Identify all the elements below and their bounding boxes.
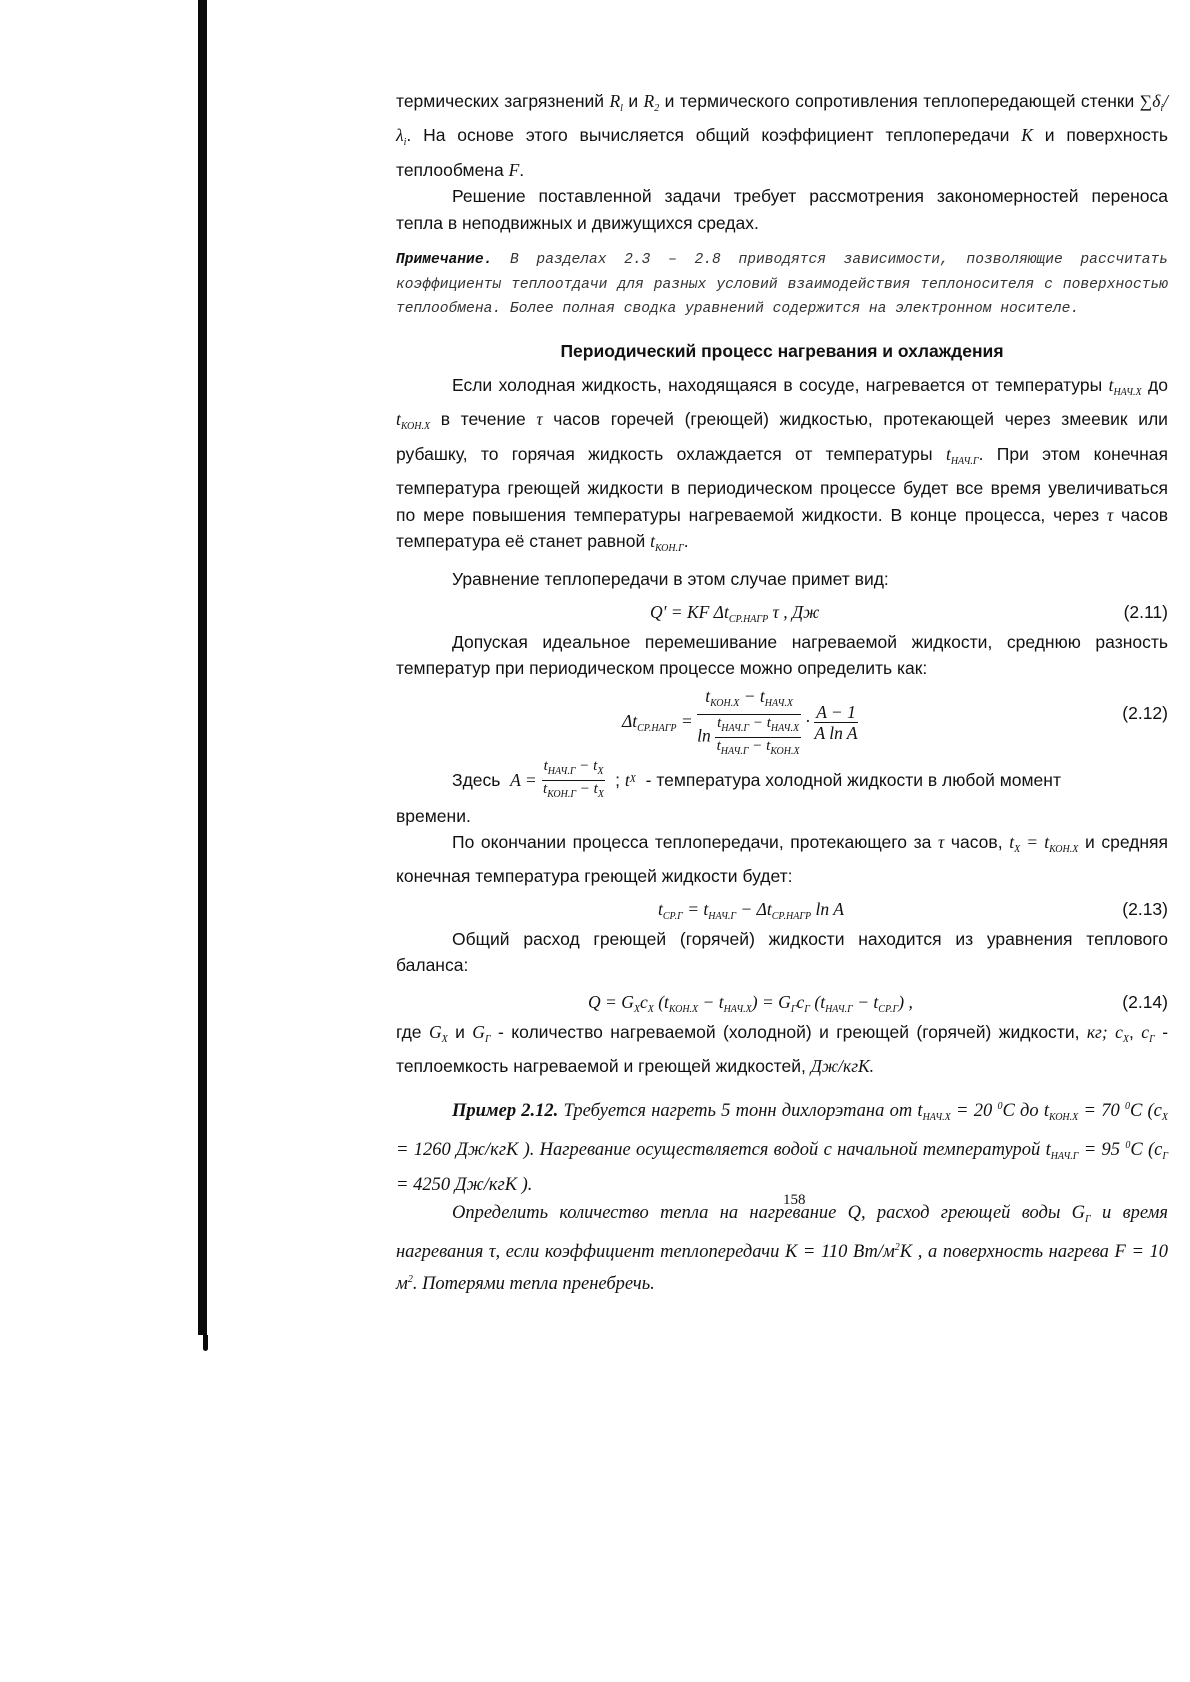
text: до — [1148, 374, 1168, 395]
text: и — [455, 1021, 465, 1042]
math-f: F — [508, 159, 520, 180]
math: ) = G — [751, 991, 791, 1012]
math: ) , — [898, 991, 913, 1012]
math: t — [658, 898, 663, 919]
binding-edge — [198, 0, 207, 1335]
math-sub: l — [620, 103, 623, 114]
equation-2-12 — [396, 685, 1168, 757]
math: t — [1045, 1140, 1051, 1161]
math-sub: КОН.Х — [400, 421, 431, 433]
math: t — [1009, 832, 1015, 852]
math-sub: Г — [1162, 1151, 1169, 1163]
math: = 70 — [1078, 1101, 1125, 1122]
paragraph-5: Допуская идеальное перемешивание нагреваемой жидкости, среднюю разность температур при периодическом процессе можно определить как: — [396, 631, 1168, 679]
math: − — [749, 714, 767, 731]
page-content — [396, 88, 1168, 1298]
math-sub: КОН.Г — [654, 542, 684, 554]
text: где — [396, 1021, 422, 1042]
math-sub: 2 — [654, 103, 660, 114]
text: - теплоемкость нагреваемой и греющей жидкостей, — [396, 1021, 1169, 1077]
math: K , — [899, 1242, 923, 1263]
math-sub: КОН.Х — [1049, 1112, 1079, 1124]
paragraph-8 — [396, 1019, 1168, 1080]
fraction-denominator: $t_{КОН.Г} - t_Х$ — [543, 780, 604, 800]
time-word: времени. — [396, 805, 471, 826]
text: часов, — [950, 832, 1003, 852]
math: (t — [814, 991, 826, 1012]
paragraph-1 — [396, 88, 1168, 183]
math: = t — [682, 898, 709, 919]
math-sub: НАЧ.Г — [1050, 1151, 1079, 1163]
fraction-numerator — [697, 686, 801, 715]
math-r2: R — [643, 91, 655, 111]
note-label: Примечание. — [396, 252, 493, 269]
text: - количество нагреваемой (холодной) и греющей (горячей) жидкости, — [498, 1021, 1080, 1042]
math: t — [705, 685, 711, 706]
fraction-denominator — [697, 715, 801, 760]
text: . Потерями тепла пренебречь. — [412, 1274, 655, 1295]
math: c — [1115, 1021, 1123, 1042]
math: (c — [1147, 1101, 1162, 1122]
math: t — [766, 737, 771, 754]
here-line — [396, 758, 1168, 803]
fraction-numerator: $t_{НАЧ.Г} - t_Х$ — [542, 758, 606, 781]
math: G — [428, 1021, 442, 1042]
section-heading: Периодический процесс нагревания и охлаждения — [560, 340, 1004, 361]
text: ; — [615, 769, 621, 790]
paragraph-7: Общий расход греющей (горячей) жидкости находится из уравнения теплового баланса: — [396, 928, 1168, 976]
text: , если коэффициент теплопередачи — [495, 1242, 780, 1263]
math-sub: НАЧ.Х — [764, 697, 793, 709]
math: c — [796, 991, 805, 1012]
example-label: Пример 2.12. — [452, 1101, 559, 1122]
paragraph-6 — [396, 829, 1168, 890]
equation-body — [650, 599, 819, 633]
math: ln A — [811, 898, 844, 919]
math: F = 10 м — [396, 1242, 1169, 1295]
fraction-a — [542, 758, 606, 803]
math: c — [639, 991, 648, 1012]
text: часов температура её станет равной — [396, 504, 1168, 551]
math: Q = G — [588, 991, 634, 1012]
math-sub: КОН.Х — [710, 697, 740, 709]
math-tau: τ — [536, 409, 543, 430]
math: − Δt — [736, 898, 772, 919]
math-sum: ∑δ — [1139, 91, 1161, 111]
text: . На основе этого вычисляется общий коэффициент теплопередачи — [406, 125, 1010, 146]
paragraph-4: Уравнение теплопередачи в этом случае примет вид: — [452, 569, 889, 590]
math-sub: Х — [629, 773, 636, 785]
equation-number: (2.14) — [1122, 991, 1168, 1012]
math: t — [917, 1101, 923, 1122]
equation-number: (2.12) — [1122, 702, 1168, 723]
math-sub: Х — [597, 788, 604, 800]
math: (t — [658, 991, 669, 1012]
math-sub: НАЧ.Г — [721, 722, 750, 734]
math: K = 110 Вт/м — [784, 1242, 895, 1263]
example-paragraph-1 — [396, 1093, 1168, 1199]
equation-body — [658, 896, 844, 930]
math-sub: Г — [484, 1033, 491, 1045]
math-sup: 0 — [1125, 1140, 1131, 1152]
math-sub: НАЧ.Г — [950, 455, 979, 467]
math-sub: КОН.Х — [770, 745, 800, 757]
text: Нагревание осуществляется водой с начальной температурой — [539, 1140, 1041, 1161]
math: t — [543, 780, 548, 797]
math: t — [716, 737, 721, 754]
note-block — [396, 248, 1168, 322]
math: = 20 — [950, 1101, 998, 1122]
math-r1: R — [609, 91, 621, 111]
math-sub: i — [1160, 103, 1164, 114]
page-number: 158 — [783, 1192, 806, 1208]
text: , расход греющей воды — [861, 1203, 1061, 1224]
text: и поверхность теплообмена — [396, 125, 1168, 180]
fraction-main — [697, 686, 801, 760]
equation-body — [622, 686, 858, 760]
math-sub: Х — [1014, 844, 1021, 855]
math: − — [748, 737, 767, 754]
math-sup: 2 — [894, 1242, 900, 1254]
equation-body — [588, 989, 913, 1023]
text: Здесь — [452, 769, 501, 790]
math-sub: НАЧ.Г — [547, 765, 576, 777]
math: τ , Дж — [768, 601, 820, 622]
text: и — [628, 91, 639, 111]
text: и средняя конечная температура греющей жидкости будет: — [396, 832, 1169, 887]
math: Q — [847, 1203, 862, 1224]
math-sub: Х — [647, 1003, 654, 1015]
math: Δt — [622, 710, 638, 731]
equation-2-14 — [396, 987, 1168, 1015]
equation-2-11 — [396, 597, 1168, 625]
math-sub: НАЧ.Г — [825, 1003, 853, 1015]
text: . — [519, 159, 525, 180]
text: - температура холодной жидкости в любой момент — [645, 769, 1061, 790]
math-sub: СР.НАГР — [637, 722, 677, 734]
math: = 4250 Дж/кгК ). — [396, 1175, 533, 1196]
math-sub: НАЧ.Х — [922, 1112, 951, 1124]
math-tau: τ — [488, 1242, 496, 1263]
math: Q' = KF Δt — [650, 601, 729, 622]
fraction-denominator — [715, 738, 801, 760]
math-sub: Г — [1149, 1033, 1155, 1045]
paragraph-3 — [396, 372, 1168, 562]
math: ln — [697, 725, 711, 746]
math-lambda: /λ — [396, 91, 1168, 146]
math-sub: СР.Г — [878, 1003, 899, 1015]
note-text: В разделах 2.3 – 2.8 приводятся зависимости, позволяющие рассчитать коэффициенты теплоотдачи для разных условий взаимодействия теплоносителя с поверхностью теплообмена. Более полная сводка уравнений содержится на электронном носителе. — [396, 252, 1169, 318]
math: = — [676, 710, 698, 731]
text: Если холодная жидкость, находящаяся в сосуде, нагревается от температуры — [452, 374, 1103, 395]
text: стенки — [1080, 91, 1135, 111]
math: · — [805, 710, 815, 731]
math-sub: Г — [804, 1003, 810, 1015]
math: t — [543, 757, 548, 774]
math-sub: СР.НАГР — [728, 613, 769, 625]
math: − t — [698, 991, 724, 1012]
math-sub: НАЧ.Х — [770, 722, 800, 734]
math-t: t — [650, 530, 655, 551]
math-sub: НАЧ.Г — [708, 910, 737, 922]
example-paragraph-2 — [396, 1199, 1168, 1298]
text: Определить количество тепла на нагревание — [452, 1203, 837, 1224]
text: и термического сопротивления теплопередающей — [664, 91, 1076, 111]
math: = 95 — [1078, 1140, 1126, 1161]
math-unit: кг; — [1086, 1021, 1108, 1042]
math: t — [759, 685, 765, 706]
paragraph-2: Решение поставленной задачи требует рассмотрения закономерностей переноса тепла в неподвижных и движущихся средах. — [396, 186, 1168, 233]
text: Требуется нагреть 5 тонн дихлорэтана от — [563, 1101, 913, 1122]
math-sub: НАЧ.Х — [723, 1003, 752, 1015]
math-sub: НАЧ.Г — [720, 745, 749, 757]
math: = t — [1020, 832, 1050, 852]
math: c — [1141, 1021, 1150, 1042]
math-sub: Г — [790, 1003, 797, 1015]
math: C — [1129, 1101, 1143, 1122]
math: (c — [1147, 1140, 1163, 1161]
math-sub: Х — [1122, 1033, 1130, 1045]
text: а поверхность нагрева — [927, 1242, 1109, 1263]
math: t — [593, 780, 598, 797]
math: G — [472, 1021, 485, 1042]
math-sup: 0 — [997, 1101, 1003, 1113]
equation-number: (2.13) — [1122, 898, 1168, 919]
math: t — [717, 714, 722, 731]
fraction-numerator: A − 1 — [816, 702, 856, 723]
math: = 1260 Дж/кгК ). — [396, 1140, 535, 1161]
math-sub: СР.НАГР — [771, 910, 812, 922]
math-sub: КОН.Г — [547, 788, 577, 800]
equation-number: (2.11) — [1123, 601, 1168, 622]
text: , — [1129, 1021, 1134, 1042]
math-tau: τ — [1107, 504, 1114, 525]
text: . При этом конечная температура греющей жидкости в периодическом процессе будет все время увеличиваться по мере повышения температуры нагреваемой жидкости. В конце процесса, через — [396, 443, 1168, 525]
text: По окончании процесса теплопередачи, протекающего за — [452, 832, 932, 852]
math-sub: Х — [1161, 1112, 1168, 1124]
math-sub: Х — [441, 1033, 448, 1045]
math-sub: Х — [597, 765, 604, 777]
math-t: t — [1108, 374, 1114, 395]
math: t — [766, 714, 771, 731]
math-sub: Г — [1085, 1214, 1091, 1226]
math: G — [1071, 1203, 1086, 1224]
math-sub: КОН.Х — [1049, 844, 1079, 855]
text: часов горечей (греющей) жидкостью, протекающей через змеевик или рубашку, то горячая жидкость охлаждается от температуры — [396, 409, 1168, 464]
fraction-denominator: A ln A — [814, 723, 858, 744]
math-sub: СР.Г — [662, 910, 683, 922]
math: C — [1130, 1140, 1143, 1161]
text: . — [683, 530, 689, 551]
fraction-numerator — [715, 715, 801, 738]
math-unit: Дж/кгК. — [810, 1056, 875, 1077]
math-sub: НАЧ.Х — [1113, 386, 1142, 398]
text: в течение — [440, 409, 526, 430]
text: и время нагревания — [396, 1203, 1169, 1263]
text: до — [1020, 1101, 1039, 1122]
math: C — [1002, 1101, 1015, 1122]
math-sup: 2 — [407, 1274, 413, 1286]
math-sub: КОН.Х — [668, 1003, 699, 1015]
equation-2-13 — [396, 894, 1168, 922]
text: термических загрязнений — [396, 91, 605, 111]
math-tau: τ — [937, 832, 945, 852]
math-sub: i — [403, 137, 407, 149]
fraction-inner — [715, 715, 801, 760]
math-sup: 0 — [1124, 1101, 1130, 1113]
math-t: t — [396, 409, 401, 430]
math-t: t — [945, 443, 951, 464]
math: t — [624, 769, 630, 790]
fraction-right — [814, 702, 858, 743]
math: t — [1043, 1101, 1050, 1122]
math: − t — [852, 991, 879, 1012]
math-k: K — [1021, 125, 1033, 146]
binding-edge-tail — [203, 1335, 208, 1351]
math: t — [593, 757, 598, 774]
math: A = — [510, 769, 537, 790]
math: − — [739, 685, 760, 706]
math-sub: Х — [633, 1003, 640, 1015]
